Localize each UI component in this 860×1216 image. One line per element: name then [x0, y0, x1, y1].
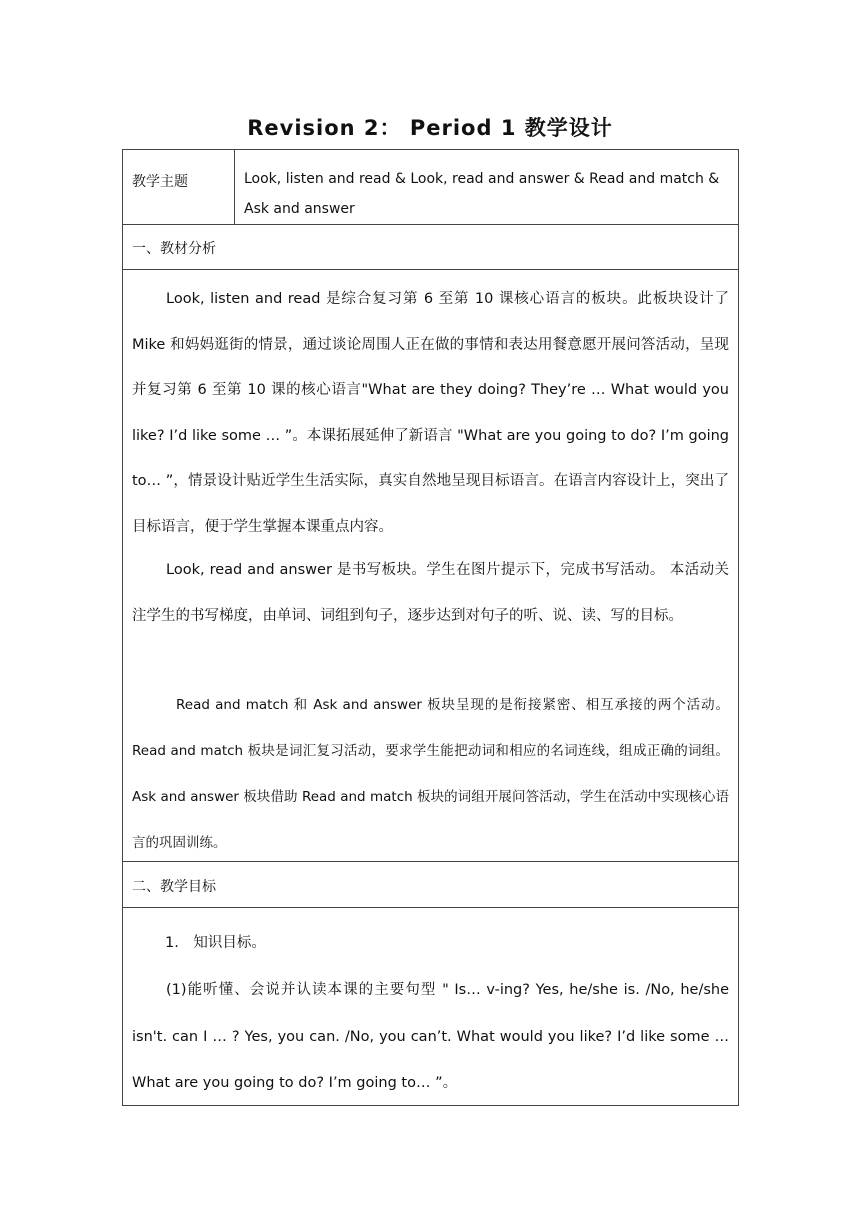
analysis-paragraph-1: Look, listen and read 是综合复习第 6 至第 10 课核心语言的板块。此板块设计了 Mike 和妈妈逛街的情景，通过谈论周围人正在做的事情和表达用餐意愿开展问答活动，呈现并复习第 6 至第 10 课的核心语言"What are they doing? They’re … What would you like? I’d like some … ”。本课拓展延伸了新语言 "What are you going to do? I’m going to… ”，情景设计贴近学生生活实际，真实自然地呈现目标语言。在语言内容设计上，突出了目标语言，便于学生掌握本课重点内容。 — [132, 291, 729, 535]
topic-row — [123, 150, 738, 225]
knowledge-objective-heading: 1. 知识目标。 — [165, 935, 266, 951]
analysis-paragraph-2: Look, read and answer 是书写板块。学生在图片提示下，完成书写活动。 本活动关注学生的书写梯度，由单词、词组到句子，逐步达到对句子的听、说、读、写的目标。 — [132, 562, 729, 624]
section2-heading: 二、教学目标 — [132, 879, 216, 895]
section1-body-row — [123, 270, 738, 862]
topic-value: Look, listen and read & Look, read and answer & Read and match & Ask and answer — [244, 171, 720, 217]
section1-heading-row — [123, 225, 738, 270]
section2-body-row — [123, 908, 738, 1105]
knowledge-objective-1: (1)能听懂、会说并认读本课的主要句型 " Is… v-ing? Yes, he/she is. /No, he/she isn't. can I … ? Yes, you can. /No, you can’t. What would you like? I’d like some … What are you going to do? I’m going to… ”。 — [132, 982, 729, 1091]
section2-heading-row — [123, 862, 738, 908]
document-title: Revision 2： Period 1 教学设计 — [247, 116, 613, 140]
topic-label-cell — [123, 150, 235, 224]
analysis-paragraph-3: Read and match 和 Ask and answer 板块呈现的是衔接紧密、相互承接的两个活动。Read and match 板块是词汇复习活动，要求学生能把动词和相应的名词连线，组成正确的词组。Ask and answer 板块借助 Read and match 板块的词组开展问答活动，学生在活动中实现核心语言的巩固训练。 — [132, 697, 729, 851]
lesson-plan-table — [122, 149, 739, 1106]
section1-heading: 一、教材分析 — [132, 241, 216, 257]
topic-label: 教学主题 — [132, 174, 188, 190]
